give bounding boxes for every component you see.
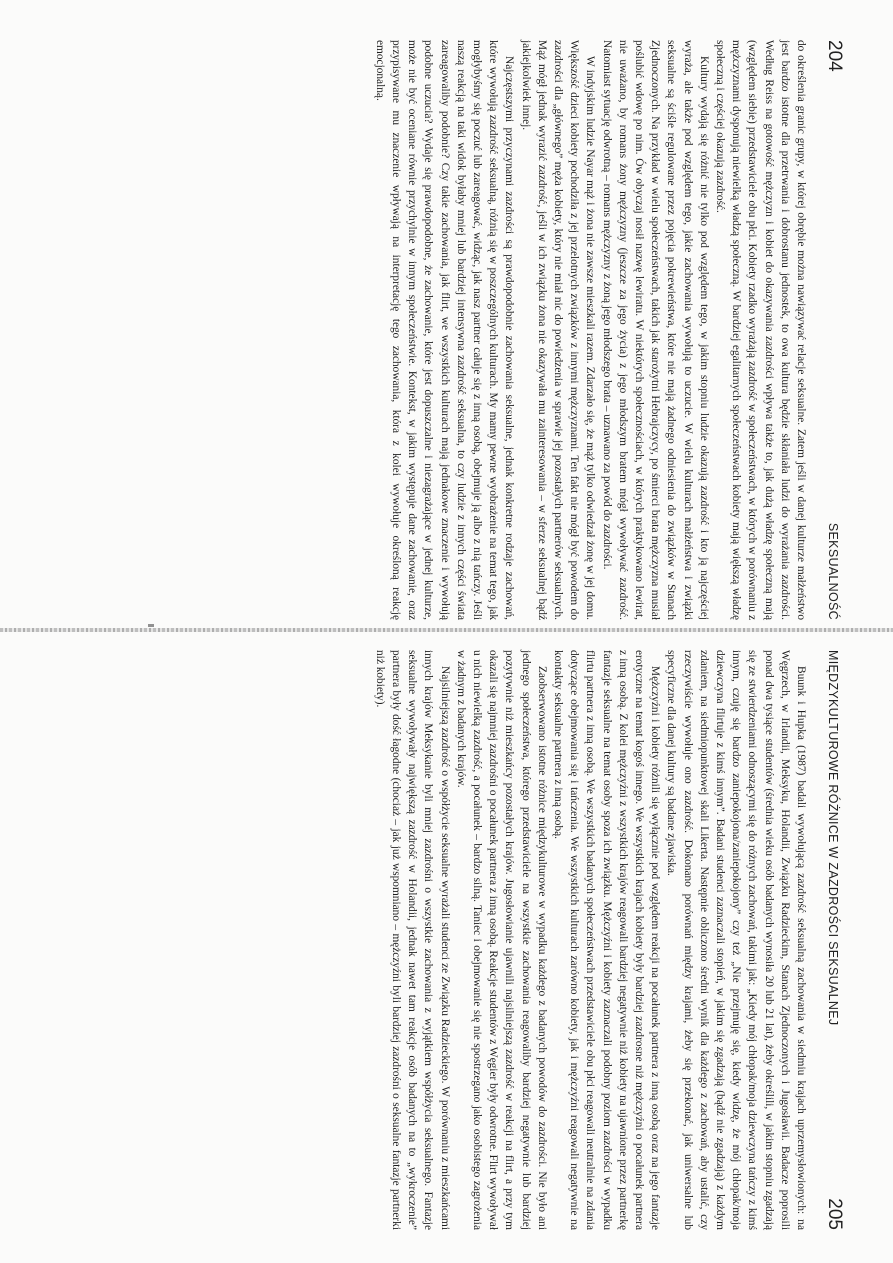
paragraph: Zaobserwowano istotne różnice międzykulturowe w wypadku każdego z badanych powodów do zazdrości. Nie było ani jednego społeczeństwa, którego przedstawiciele na wszystkie zachowania reagowaliby bardziej negatywnie lub bardziej pozytywnie niż mieszkańcy pozostałych krajów. Jugosłowianie ujawnili najsilniejszą zazdrość w reakcji na flirt, a przy tym okazali się najmniej zazdrośni o pocałunek partnera z inną osobą. Reakcje studentów z Węgier były odwrotne. Flirt wywoływał u nich niewielką zazdrość, a pocałunek – bardzo silną. Taniec i obejmowanie się nie spostrzegano jako osobistego zagrożenia w żadnym z badanych krajów. — [454, 650, 548, 1230]
paragraph: Najczęstszymi przyczynami zazdrości są prawdopodobnie zachowania seksualne, jednak konkretne rodzaje zachowań, które wywołują zazdrość seksualną, różnią się w poszczególnych kulturach. My mamy pewne wyobrażenie na temat tego, jak mogłybyśmy się poczuć lub zareagować, widząc, jak nasz partner całuje się z inną osobą, obejmuje ją albo z nią tańczy. Jeśli naszą reakcją na taki widok byłaby mniej lub bardziej intensywna zazdrość seksualna, to czy ludzie z innych części świata zareagowaliby podobnie? Czy takie zachowania, jak flirt, we wszystkich kulturach mają jednakowe znaczenie i wywołują podobne uczucia? Wydaje się prawdopodobne, że zachowanie, które jest dopuszczalne i niezagrażające w jednej kulturze, może nie być oceniane równie przychylnie w innym społeczeństwie. Kontekst, w jakim występuje dane zachowanie, oraz przypisywane mu znaczenie wpływają na interpretację tego zachowania, która z kolei wywołuje określoną reakcję emocjonalną. — [373, 40, 516, 620]
page-header — [815, 40, 845, 620]
page-205 — [100, 650, 845, 1230]
running-head: MIĘDZYKULTUROWE RÓŻNICE W ZAZDROŚCI SEKSUALNEJ — [826, 650, 840, 1026]
paragraph: Mężczyźni i kobiety różnili się wyłącznie pod względem reakcji na pocałunek partnera z inną osobą oraz na jego fantazje erotyczne na temat kogoś innego. We wszystkich krajach kobiety były bardziej zazdrosne niż mężczyźni o pocałunek partnera z inną osobą. Z kolei mężczyźni z wszystkich krajów reagowali bardziej negatywnie niż kobiety na ujawnione przez partnerkę fantazje seksualne na temat osoby spoza ich związku. Mężczyźni i kobiety zaznaczali podobny poziom zazdrości w wypadku flirtu partnera z inną osobą. We wszystkich badanych społeczeństwach przedstawiciele obu płci reagowali neutralnie na zdania dotyczące obejmowania się i tańczenia. We wszystkich kulturach zarówno kobiety, jak i mężczyźni reagowali negatywnie na kontakty seksualne partnera z inną osobą. — [551, 650, 662, 1230]
paragraph: Buunk i Hupka (1987) badali wywołującą zazdrość seksualną zachowania w siedmiu krajach uprzemysłowionych: na Węgrzech, w Irlandii, Meksyku, Holandii, Związku Radzieckim, Stanach Zjednoczonych i Jugosławii. Badacze poprosili ponad dwa tysiące studentów (średnia wieku osób badanych wynosiła 20 lub 21 lat), żeby określili, w jakim stopniu zgadzają się ze stwierdzeniami odnoszącymi się do różnych zachowań, takimi jak: „Kiedy mój chłopak/moja dziewczyna tańczy z kimś innym, czuję się bardzo zaniepokojona/zaniepokojony” czy też „Nie przejmuję się, kiedy widzę, że mój chłopak/moja dziewczyna flirtuje z kimś innym”. Badani studenci zaznaczali stopień, w jakim się zgadzają (bądź nie zgadzają) z każdym zdaniem, na siedmiopunktowej skali Likerta. Następnie obliczono średni wynik dla każdego z zachowań, aby ustalić, czy rzeczywiście wywołuje ono zazdrość. Dokonano porównań między krajami, żeby się przekonać, jak uniwersalne lub specyficzne dla danej kultury są badane zjawiska. — [665, 650, 807, 1230]
paragraph: do określenia granic grupy, w której obrębie można nawiązywać relacje seksualne. Zatem jeśli w danej kulturze małżeństwo jest bardzo istotne dla przetrwania i dobrostanu jednostek, to owa kultura będzie skłaniała ludzi do wyrażania zazdrości. Według Reiss na gotowość mężczyzn i kobiet do okazywania zazdrości wpływa także to, jak dużą władzę społeczną mają (względem siebie) przedstawiciele obu płci. Kobiety rzadko wyrażają zazdrość w społeczeństwach, w których w porównaniu z mężczyznami dysponują niewielką władzą społeczną. W bardziej egalitarnych społeczeństwach kobiety mają większą władzę społeczną i częściej okazują zazdrość. — [713, 40, 807, 620]
page-body — [372, 40, 809, 620]
page-body — [372, 650, 809, 1230]
book-fold-line — [0, 628, 893, 632]
paragraph: Kultury wydają się różnić nie tylko pod względem tego, w jakim stopniu ludzie okazują zazdrość i kto ją najczęściej wyraża, ale także pod względem tego, jakie zachowania wywołują to uczucie. W wielu kulturach małżeństwa i związki seksualne są ściśle regulowane przez pojęcia pokrewieństwa, które nie mają żadnego odniesienia do związków w Stanach Zjednoczonych. Na przykład w wielu społeczeństwach, takich jak starożytni Hebrajczycy, po śmierci brata mężczyzna musiał poślubić wdowę po nim. Ów obyczaj nosił nazwę lewiratu. W niektórych społecznościach, w których praktykowano lewirat, nie uważano, by romans żony mężczyzny (jeszcze za jego życia) z jego młodszym bratem mógł wywoływać zazdrość. Natomiast sytuację odwrotną – romans mężczyzny z żoną jego młodszego brata – uznawano za powód do zazdrości. — [600, 40, 710, 620]
page-204 — [100, 40, 845, 620]
page-header — [815, 650, 845, 1230]
paragraph: W indyjskim ludzie Nayar mąż i żona nie zawsze mieszkali razem. Zdarzało się, że mąż tylko odwiedzał żonę w jej domu. Większość dzieci kobiety pochodziła z jej przelotnych związków z innymi mężczyznami. Ten fakt nie mógł być powodem do zazdrości dla „głównego” męża kobiety, który nie miał nic do powiedzenia w sprawie jej pozostałych partnerów seksualnych. Mąż mógł jednak wyrazić zazdrość, jeśli w ich związku żona nie okazywała mu zainteresowania – w sferze seksualnej bądź jakiejkolwiek innej. — [519, 40, 597, 620]
scan-speck — [148, 624, 154, 627]
paragraph: Najsilniejszą zazdrość o współżycie seksualne wyrażali studenci ze Związku Radzieckiego. W porównaniu z mieszkańcami innych krajów Meksykanie byli mniej zazdrośni o wszystkie zachowania z wyjątkiem współżycia seksualnego. Fantazje seksualne wywoływały największą zazdrość w Holandii, jednak nawet tam reakcje osób badanych na to „wykroczenie” partnera były dość łagodne (chociaż – jak już wspomniano – mężczyźni byli bardziej zazdrośni o seksualne fantazje partnerki niż kobiety). — [373, 650, 451, 1230]
page-number: 205 — [824, 1198, 845, 1230]
running-head: SEKSUALNOŚĆ — [826, 522, 840, 620]
page-number: 204 — [824, 40, 845, 72]
